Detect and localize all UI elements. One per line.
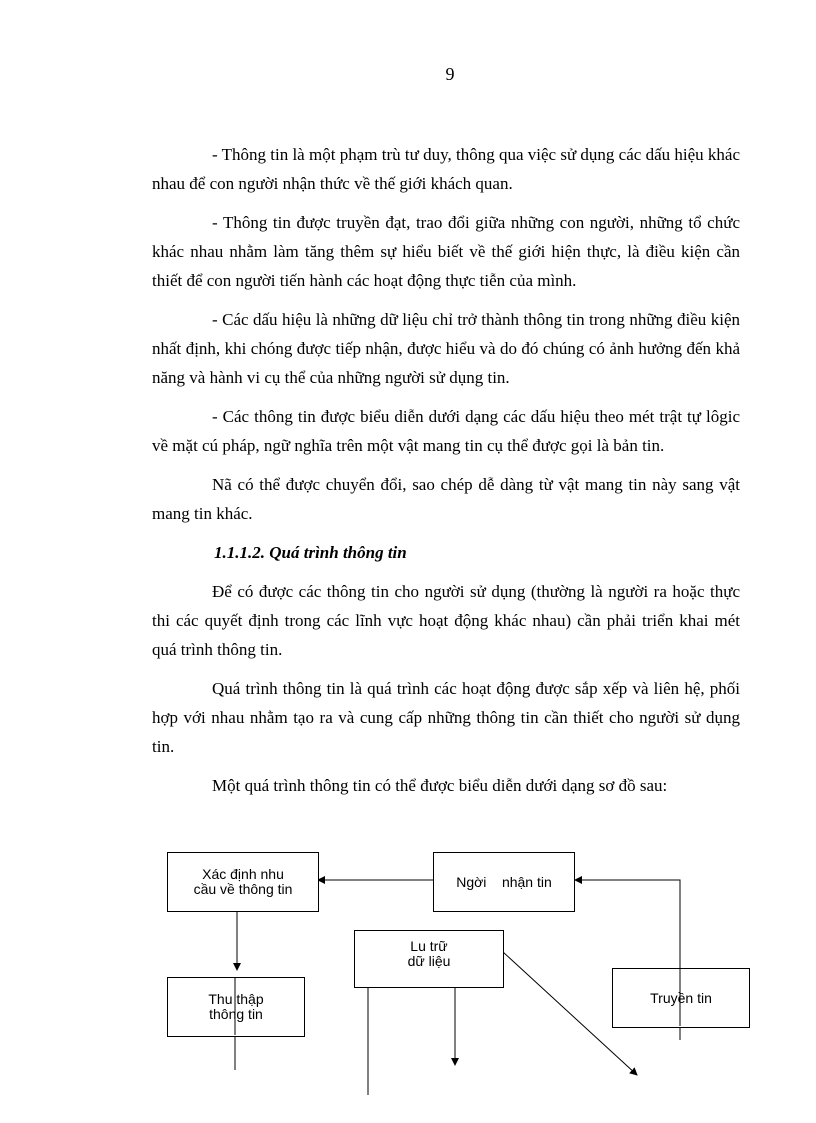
page-number: 9 [445, 64, 455, 84]
paragraph: Một quá trình thông tin có thể được biểu diễn dưới dạng sơ đồ sau: [212, 776, 668, 795]
box-label: Xác định nhu cầu về thông tin [193, 866, 293, 897]
box-thu-thap-thong-tin [167, 977, 305, 1037]
paragraph: - Các dấu hiệu là những dữ liệu chỉ trở thành thông tin trong những điều kiện nhất định, khi chóng được tiếp nhận, được hiểu và do đó chúng có ảnh hưởng đến khả năng và hành vi cụ thể của những người sử dụng tin. [152, 310, 740, 387]
box-nguoi-nhan-tin [433, 852, 575, 912]
paragraph: - Các thông tin được biểu diễn dưới dạng các dấu hiệu theo mét trật tự lôgic về mặt cú pháp, ngữ nghĩa trên một vật mang tin cụ thể được gọi là bản tin. [152, 407, 740, 455]
box-truyen-tin [612, 968, 750, 1028]
box-label: Ngời nhận tin [456, 873, 552, 890]
box-luu-tru-du-lieu [354, 930, 504, 988]
document-body [152, 140, 740, 810]
paragraph: Nã có thể được chuyển đổi, sao chép dễ dàng từ vật mang tin này sang vật mang tin khác. [152, 475, 740, 523]
paragraph: Quá trình thông tin là quá trình các hoạt động được sắp xếp và liên hệ, phối hợp với nhau nhằm tạo ra và cung cấp những thông tin cần thiết cho người sử dụng tin. [152, 679, 740, 756]
paragraph: - Thông tin được truyền đạt, trao đổi giữa những con người, những tổ chức khác nhau nhằm làm tăng thêm sự hiểu biết về thế giới hiện thực, là điều kiện cần thiết để con người tiến hành các hoạt động thực tiễn của mình. [152, 213, 740, 290]
box-label: Lu trữ dữ liệu [407, 938, 451, 969]
paragraph: Để có được các thông tin cho người sử dụng (thường là người ra hoặc thực thi các quyết định trong các lĩnh vực hoạt động khác nhau) cần phải triển khai mét quá trình thông tin. [152, 582, 740, 659]
box-label: Truyền tin [650, 989, 712, 1006]
box-label: Thu thập thông tin [208, 991, 264, 1022]
box-xac-dinh-nhu-cau [167, 852, 319, 912]
section-heading: 1.1.1.2. Quá trình thông tin [214, 543, 407, 562]
paragraph: - Thông tin là một phạm trù tư duy, thông qua việc sử dụng các dấu hiệu khác nhau để con người nhận thức về thế giới khách quan. [152, 145, 740, 193]
